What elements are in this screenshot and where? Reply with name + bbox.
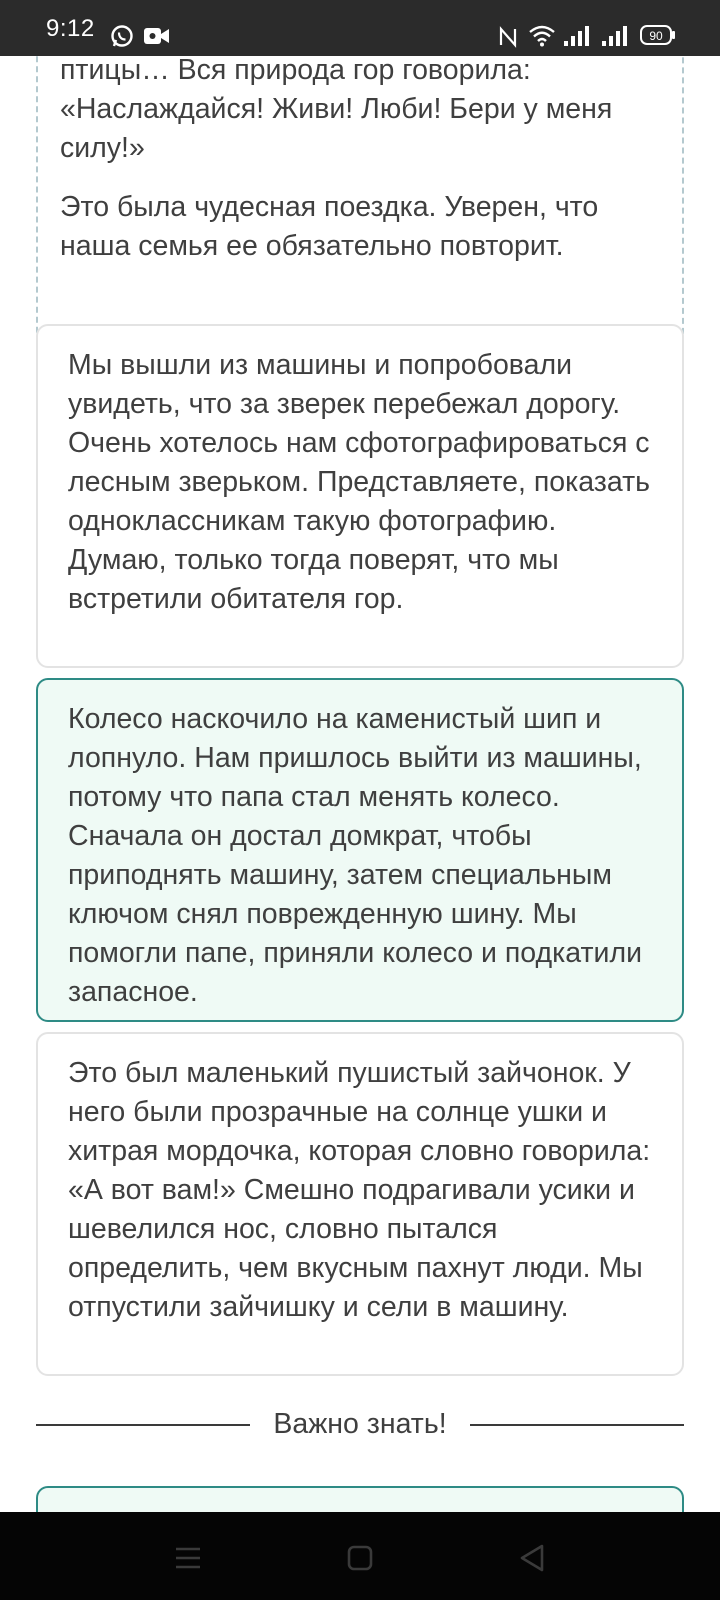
- video-camera-icon: [144, 26, 170, 51]
- status-time: 9:12: [46, 15, 95, 42]
- wifi-icon: [528, 25, 556, 52]
- divider-line: [470, 1424, 684, 1426]
- battery-level: 90: [649, 29, 663, 43]
- battery-icon: [640, 25, 676, 52]
- draggable-text-card-selected[interactable]: [36, 678, 684, 1022]
- section-divider: [36, 1406, 684, 1442]
- card-text: Мы вышли из машины и попробовали увидеть, что за зверек перебежал дорогу. Очень хотелось нам сфотографироваться с лесным зверьком. Представляете, показать одноклассникам такую фотографию. Думаю, только тогда поверят, что мы встретили обитателя гор.: [68, 349, 650, 615]
- back-triangle-icon[interactable]: [512, 1538, 552, 1578]
- signal-icon: [602, 26, 628, 51]
- status-bar: [0, 0, 720, 56]
- nfc-icon: [498, 26, 518, 53]
- whatsapp-icon: [110, 24, 134, 53]
- draggable-text-card[interactable]: [36, 1032, 684, 1376]
- content-area[interactable]: [0, 56, 720, 1512]
- signal-icon: [564, 26, 590, 51]
- card-text: Колесо наскочило на каменистый шип и лопнуло. Нам пришлось выйти из машины, потому что папа стал менять колесо. Сначала он достал домкрат, чтобы приподнять машину, затем специальным ключом снял поврежденную шину. Мы помогли папе, приняли колесо и подкатили запасное.: [68, 703, 643, 1008]
- card-paragraph: Это была чудесная поездка. Уверен, что наша семья ее обязательно повторит.: [60, 191, 599, 262]
- menu-icon[interactable]: [168, 1538, 208, 1578]
- card-text: Это был маленький пушистый зайчонок. У него были прозрачные на солнце ушки и хитрая мордочка, которая словно говорила: «А вот вам!» Смешно подрагивали усики и шевелился нос, словно пытался определить, чем вкусным пахнут люди. Мы отпустили зайчишку и сели в машину.: [68, 1057, 651, 1323]
- navigation-bar: [0, 1512, 720, 1600]
- section-title: Важно знать!: [273, 1408, 447, 1440]
- draggable-text-card[interactable]: [36, 324, 684, 668]
- home-square-icon[interactable]: [340, 1538, 380, 1578]
- info-card: [36, 1486, 684, 1512]
- card-paragraph: птицы… Вся природа гор говорила: «Наслаждайся! Живи! Люби! Бери у меня силу!»: [60, 56, 613, 164]
